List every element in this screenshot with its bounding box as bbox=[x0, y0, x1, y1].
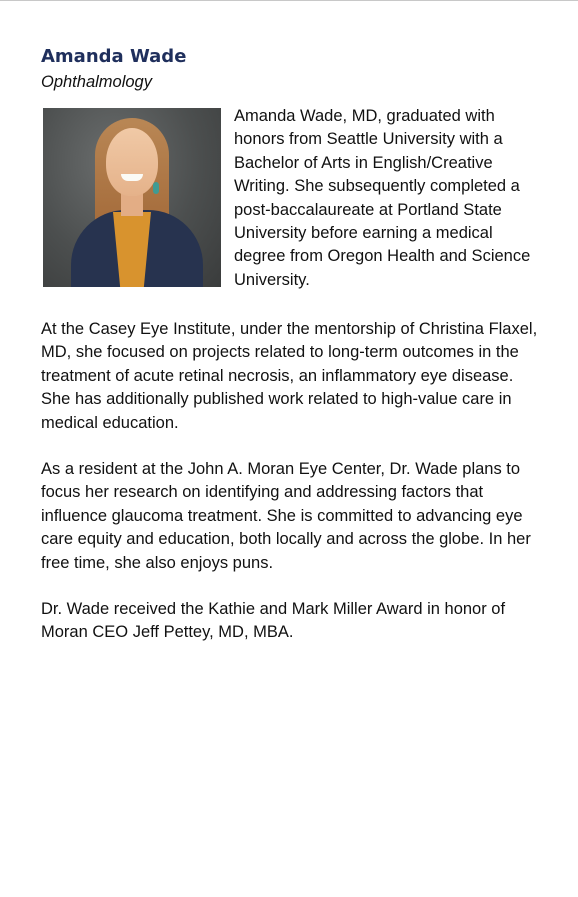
profile-photo bbox=[43, 108, 221, 287]
bio-paragraph-1: Amanda Wade, MD, graduated with honors from Seattle University with a Bachelor of Arts in English/Creative Writing. She subsequently completed a post-baccalaureate at Portland State University before earning a medical degree from Oregon Health and Science University. bbox=[234, 107, 531, 289]
bio-paragraph-2: At the Casey Eye Institute, under the mentorship of Christina Flaxel, MD, she focused on projects related to long-term outcomes in the treatment of acute retinal necrosis, an inflammatory eye disease. She has additionally published work related to high-value care in medical education. bbox=[41, 320, 538, 432]
profile-name: Amanda Wade bbox=[41, 46, 187, 67]
profile-card bbox=[41, 44, 541, 645]
top-border bbox=[0, 0, 578, 1]
bio-paragraph-4: Dr. Wade received the Kathie and Mark Miller Award in honor of Moran CEO Jeff Pettey, MD, MBA. bbox=[41, 600, 506, 642]
bio-paragraph-3: As a resident at the John A. Moran Eye Center, Dr. Wade plans to focus her research on identifying and addressing factors that influence glaucoma treatment. She is committed to advancing eye care equity and education, both locally and across the globe. In her free time, she also enjoys puns. bbox=[41, 460, 531, 572]
intro-section bbox=[41, 105, 541, 295]
profile-department: Ophthalmology bbox=[41, 73, 152, 91]
